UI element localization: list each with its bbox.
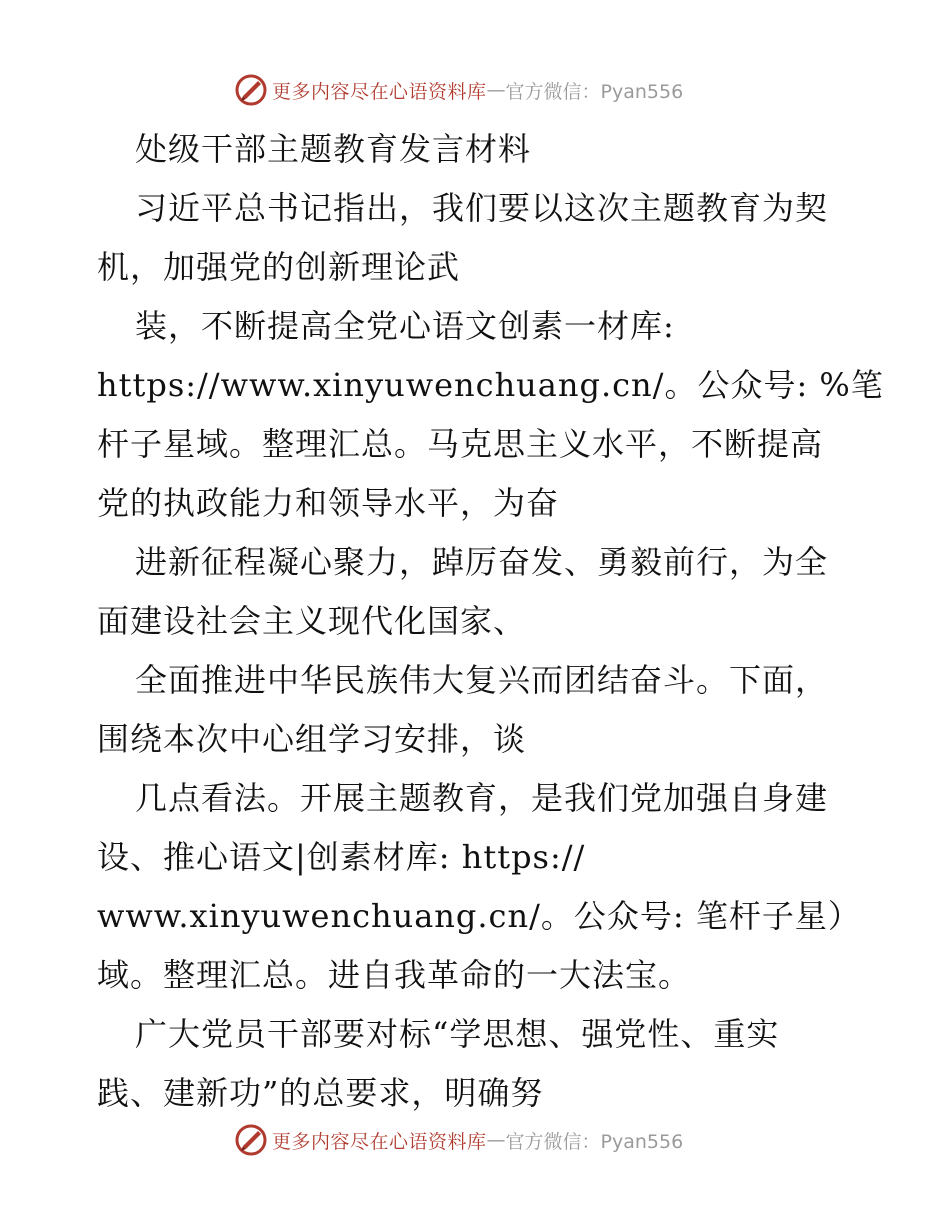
watermark-separator: — [486, 79, 506, 101]
brand-logo-icon [234, 73, 268, 107]
watermark-wechat-text: 官方微信：Pyan556 [505, 1130, 684, 1153]
document-line: 机，加强党的创新理论武 [97, 248, 461, 286]
document-line: 几点看法。开展主题教育，是我们党加强自身建 [135, 779, 829, 817]
brand-logo-icon [234, 1123, 268, 1157]
document-line: 处级干部主题教育发言材料 [135, 130, 532, 168]
document-line: 广大党员干部要对标“学思想、强党性、重实 [135, 1015, 780, 1053]
document-line: 杆子星域。整理汇总。马克思主义水平，不断提高 [97, 425, 824, 463]
footer-watermark [234, 1122, 683, 1158]
document-line: 党的执政能力和领导水平，为奋 [97, 484, 560, 522]
document-line: 习近平总书记指出，我们要以这次主题教育为契 [135, 189, 829, 227]
document-line: 域。整理汇总。进自我革命的一大法宝。 [97, 956, 692, 994]
document-body [97, 120, 884, 1123]
document-line: www.xinyuwenchuang.cn/。公众号: 笔杆子星） [97, 897, 861, 935]
watermark-brand-text: 更多内容尽在心语资料库 [272, 1130, 487, 1153]
document-line: 装，不断提高全党心语文创素一材库: [135, 307, 675, 345]
document-line: https://www.xinyuwenchuang.cn/。公众号: %笔 [97, 366, 884, 404]
watermark-separator: — [486, 1129, 506, 1151]
document-line: 践、建新功”的总要求，明确努 [97, 1074, 544, 1112]
document-line: 全面推进中华民族伟大复兴而团结奋斗。下面， [135, 661, 829, 699]
watermark-brand-text: 更多内容尽在心语资料库 [272, 80, 487, 103]
watermark-wechat-text: 官方微信：Pyan556 [505, 80, 684, 103]
document-line: 进新征程凝心聚力，踔厉奋发、勇毅前行，为全 [135, 543, 829, 581]
document-line: 面建设社会主义现代化国家、 [97, 602, 527, 640]
document-line: 围绕本次中心组学习安排，谈 [97, 720, 527, 758]
header-watermark [234, 72, 683, 108]
document-line: 设、推心语文|创素材库: https:// [97, 838, 586, 876]
